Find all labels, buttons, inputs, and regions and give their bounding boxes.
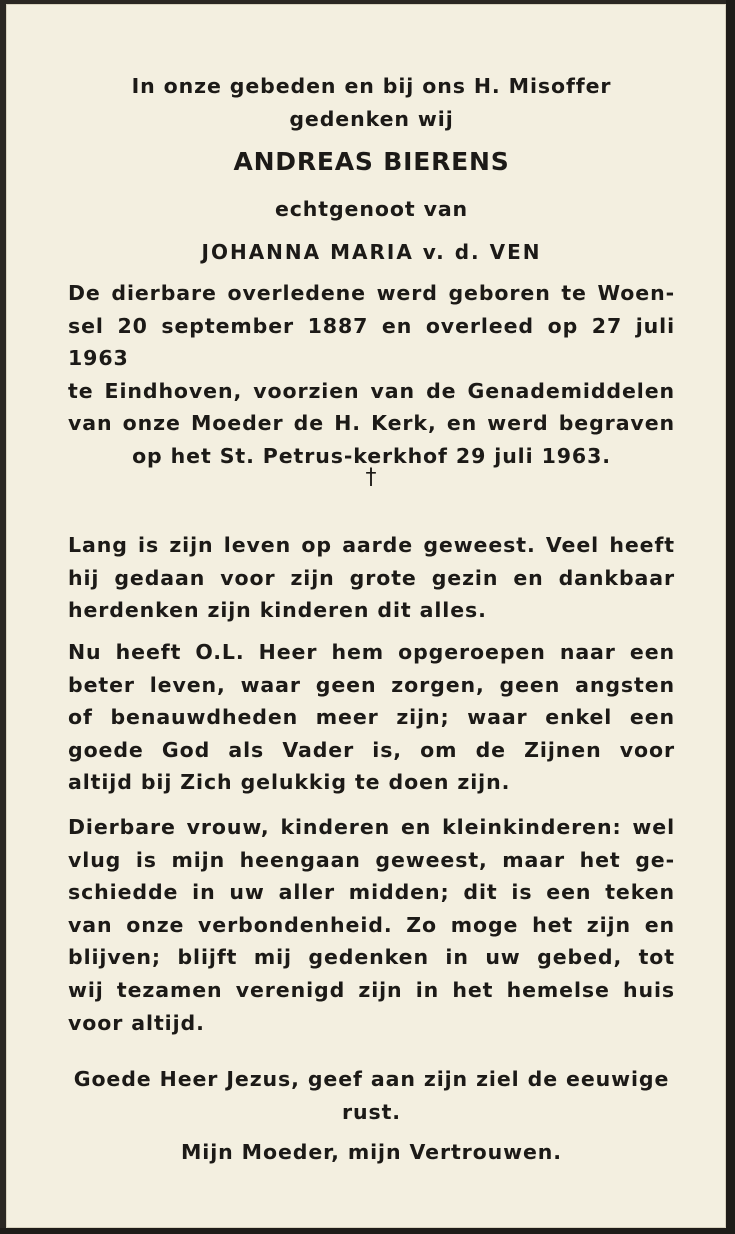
prayer-line-2: rust. [342,1099,401,1124]
paragraph-line: voor altijd. [68,1010,205,1035]
cross-icon: † [365,465,378,490]
paragraph-line: vlug is mijn heengaan geweest, maar het ge- [68,847,675,872]
paragraph-called-home [68,636,675,799]
deceased-name: ANDREAS BIERENS [233,147,510,176]
paragraph-line: goede God als Vader is, om de Zijnen voor [68,737,675,762]
card-edge-shadow-bottom [0,1228,735,1234]
paragraph-line: of benauwdheden meer zijn; waar enkel een [68,705,675,730]
paragraph-line: Lang is zijn leven op aarde geweest. Veel heeft [68,533,675,557]
card-edge-shadow-right [726,0,735,1234]
paragraph-line: beter leven, waar geen zorgen, geen angsten [68,672,675,697]
biography-line: De dierbare overledene werd geboren te Woen- [68,281,675,305]
prayer-block [68,1063,675,1128]
biography-block [68,277,675,473]
header-line-2: gedenken wij [289,106,454,131]
paragraph-line: Dierbare vrouw, kinderen en kleinkinderen: wel [68,815,675,839]
paragraph-line: altijd bij Zich gelukkig te doen zijn. [68,770,511,795]
spouse-name: JOHANNA MARIA v. d. VEN [201,240,542,264]
paragraph-line: schiedde in uw aller midden; dit is een teken [68,880,675,905]
paragraph-line: wij tezamen verenigd zijn in het hemelse huis [68,977,675,1002]
paragraph-farewell [68,811,675,1039]
paragraph-line: Nu heeft O.L. Heer hem opgeroepen naar een [68,640,675,664]
relation-text: echtgenoot van [274,197,469,221]
paragraph-line: herdenken zijn kinderen dit alles. [68,598,487,623]
biography-line: op het St. Petrus-kerkhof 29 juli 1963. [132,443,611,468]
closing-line: Mijn Moeder, mijn Vertrouwen. [181,1140,562,1164]
biography-line: sel 20 september 1887 en overleed op 27 juli 1963 [68,313,675,371]
header-intro [68,70,675,135]
biography-line: te Eindhoven, voorzien van de Genademiddelen [68,378,675,403]
prayer-line-1: Goede Heer Jezus, geef aan zijn ziel de eeuwige [73,1067,670,1091]
paragraph-life [68,529,675,627]
paragraph-line: van onze verbondenheid. Zo moge het zijn en [68,912,675,937]
paragraph-line: blijven; blijft mij gedenken in uw gebed, tot [68,945,675,970]
paragraph-line: hij gedaan voor zijn grote gezin en dankbaar [68,565,675,590]
biography-line: van onze Moeder de H. Kerk, en werd begraven [68,411,675,436]
header-line-1: In onze gebeden en bij ons H. Misoffer [131,74,612,98]
